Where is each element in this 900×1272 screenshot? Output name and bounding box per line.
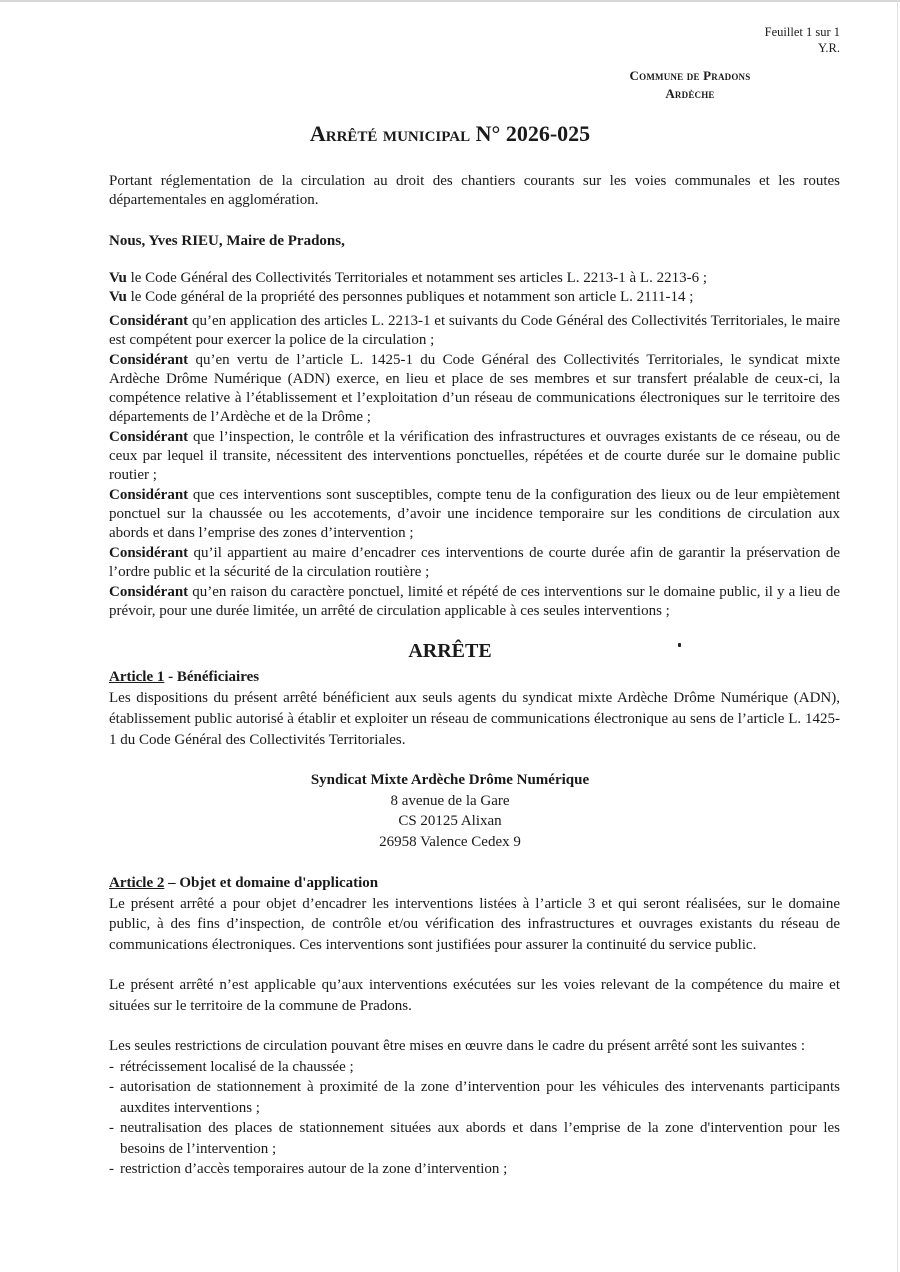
- list-item: - rétrécissement localisé de la chaussée ;: [109, 1057, 840, 1078]
- sheet-info: [765, 24, 840, 56]
- article-1-heading: Article 1 - Bénéficiaires: [109, 669, 260, 685]
- initials: Y.R.: [817, 41, 840, 55]
- vu-item: Vu le Code général de la propriété des personnes publiques et notamment son article L. 2111-14 ;: [109, 289, 694, 305]
- article-2-paragraph: Les seules restrictions de circulation pouvant être mises en œuvre dans le cadre du présent arrêté sont les suivantes :: [109, 1038, 806, 1054]
- address-line: CS 20125 Alixan: [398, 813, 502, 829]
- list-item: - restriction d’accès temporaires autour de la zone d’intervention ;: [109, 1159, 840, 1180]
- address-line: 8 avenue de la Gare: [390, 792, 510, 809]
- commune-header: [600, 67, 780, 103]
- list-item: - autorisation de stationnement à proximité de la zone d’intervention pour les véhicules des intervenants participants auxdites interventions ;: [109, 1077, 840, 1118]
- title-label: Arrêté municipal: [309, 121, 471, 146]
- article-2: [109, 873, 840, 1180]
- vu-item: Vu le Code Général des Collectivités Territoriales et notamment ses articles L. 2213-1 à L. 2213-6 ;: [109, 270, 707, 286]
- considerant-item: Considérant qu’en application des articles L. 2213-1 et suivants du Code Général des Collectivités Territoriales, le maire est compétent pour exercer la police de la circulation ;: [109, 313, 840, 348]
- title-number: N° 2026-025: [475, 121, 591, 146]
- arrete-heading: ARRÊTE: [408, 640, 492, 662]
- restriction-list: [109, 1057, 840, 1180]
- article-2-paragraph: Le présent arrêté n’est applicable qu’aux interventions exécutées sur les voies relevant de la compétence du maire et situées sur le territoire de la commune de Pradons.: [109, 977, 840, 1014]
- article-1: [109, 667, 840, 751]
- article-2-paragraph: Le présent arrêté a pour objet d’encadrer les interventions listées à l’article 3 et qui seront réalisées, sur le domaine public, à des fins d’inspection, de contrôle et/ou vérification des infrastructures et ouvrages existants du réseau de communications électroniques. Ces interventions sont justifiées pour assurer la continuité du service public.: [109, 895, 840, 953]
- scan-edge-top: [0, 0, 900, 2]
- page-title: [0, 121, 900, 147]
- considerant-item: Considérant qu’en raison du caractère ponctuel, limité et répété de ces interventions sur le domaine public, il y a lieu de prévoir, pour une durée limitée, un arrêté de circulation applicable à ces seules interventions ;: [109, 584, 840, 619]
- address-line: 26958 Valence Cedex 9: [379, 833, 521, 850]
- list-item: - neutralisation des places de stationnement situées aux abords et dans l’emprise de la zone d'intervention pour les besoins de l’intervention ;: [109, 1118, 840, 1159]
- scan-speck: [678, 643, 681, 647]
- considerant-item: Considérant qu’il appartient au maire d’encadrer ces interventions de courte durée afin de garantir la préservation de l’ordre public et la sécurité de la circulation routière ;: [109, 545, 840, 580]
- intro-paragraph: Portant réglementation de la circulation au droit des chantiers courants sur les voies communales et les routes départementales en agglomération.: [109, 173, 840, 208]
- considerant-item: Considérant que ces interventions sont susceptibles, compte tenu de la configuration des lieux ou de leur empiètement ponctuel sur la chaussée ou les accotements, d’avoir une incidence temporaire sur les conditions de circulation aux abords et dans l’emprise des zones d’intervention ;: [109, 487, 840, 541]
- vu-section: [109, 269, 840, 307]
- scan-edge-right: [897, 0, 898, 1272]
- article-1-text: Les dispositions du présent arrêté bénéficient aux seuls agents du syndicat mixte Ardèche Drôme Numérique (ADN), établissement public autorisé à établir et exploiter un réseau de communications électronique au sens de l’article L. 1425-1 du Code Général des Collectivités Territoriales.: [109, 690, 840, 748]
- sheet-number: Feuillet 1 sur 1: [764, 25, 840, 39]
- mayor-statement: Nous, Yves RIEU, Maire de Pradons,: [109, 233, 345, 249]
- address-block: [0, 770, 900, 852]
- commune-name: Commune de Pradons: [629, 68, 751, 83]
- considerant-item: Considérant qu’en vertu de l’article L. 1425-1 du Code Général des Collectivités Territoriales, le syndicat mixte Ardèche Drôme Numérique (ADN) exerce, en lieu et place de ses membres et sur transfert préalable de ceux-ci, la compétence relative à l’établissement et l’exploitation d’un réseau de communications électroniques sur le territoire des départements de l’Ardèche et de la Drôme ;: [109, 352, 840, 425]
- considerant-section: [109, 312, 840, 622]
- considerant-item: Considérant que l’inspection, le contrôle et la vérification des infrastructures et ouvrages existants de ce réseau, ou de ceux par lequel il transite, nécessitent des interventions ponctuelles, répétées et de courte durée sur le domaine public routier ;: [109, 429, 840, 483]
- department-name: Ardèche: [665, 86, 715, 101]
- article-2-heading: Article 2 – Objet et domaine d'application: [109, 875, 379, 891]
- address-name: Syndicat Mixte Ardèche Drôme Numérique: [310, 772, 590, 788]
